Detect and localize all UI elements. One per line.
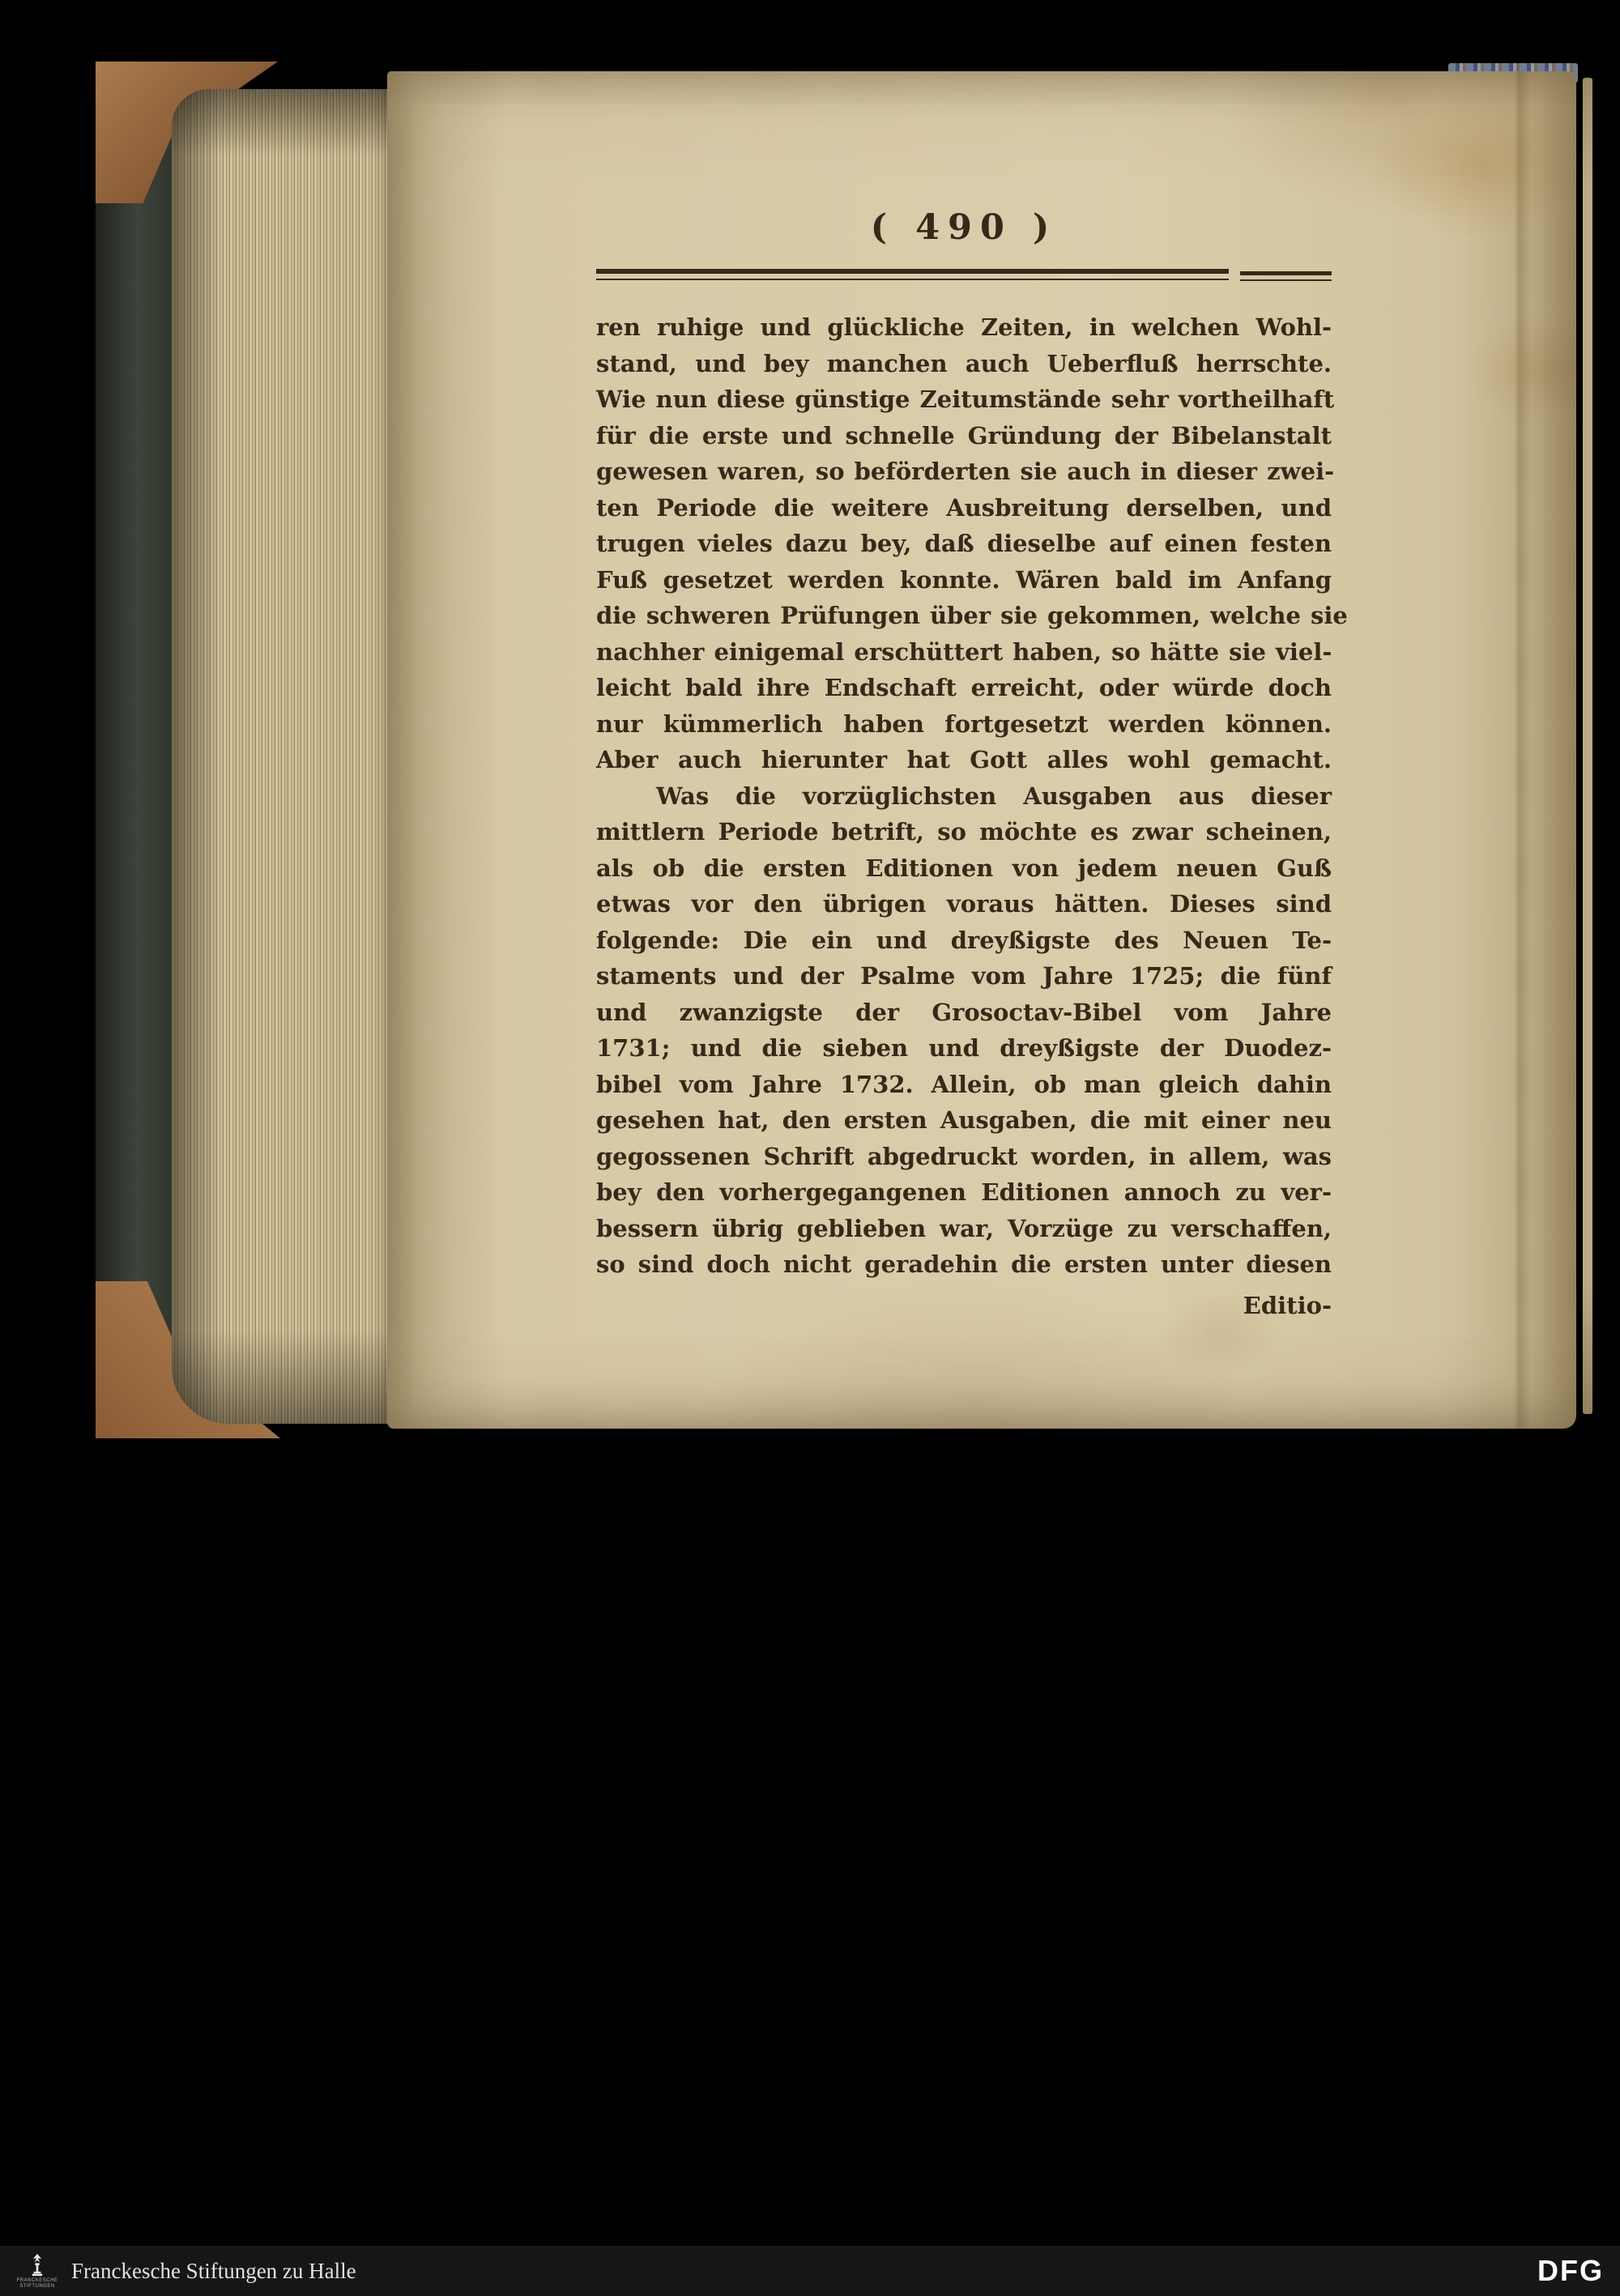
text-line: stand, und bey manchen auch Ueberfluß herrschte. <box>596 349 1332 377</box>
rule-segment <box>596 269 1229 274</box>
text-line: etwas vor den übrigen voraus hätten. Dieses sind <box>596 890 1332 918</box>
text-line: gesehen hat, den ersten Ausgaben, die mit einer neu <box>596 1106 1332 1134</box>
text-line-paragraph-start: Was die vorzüglichsten Ausgaben aus dieser <box>656 782 1332 810</box>
text-line: gewesen waren, so beförderten sie auch in dieser zwei- <box>596 458 1335 485</box>
attribution-text: Franckesche Stiftungen zu Halle <box>71 2258 356 2283</box>
text-line: staments und der Psalme vom Jahre 1725; die fünf <box>596 962 1332 990</box>
text-line: ten Periode die weitere Ausbreitung derselben, und <box>596 493 1332 522</box>
page-stack-fore-edge <box>172 89 394 1424</box>
rule-segment <box>596 279 1229 280</box>
rule-segment <box>1240 271 1332 275</box>
double-rule <box>596 269 1332 283</box>
catchword: Editio- <box>1243 1291 1332 1319</box>
logo-microtext-line1: FRANCKESCHE <box>16 2278 58 2283</box>
viewer-attribution-bar <box>0 2246 1620 2296</box>
page-number-header: ( 490 ) <box>870 207 1058 248</box>
text-line: bessern übrig geblieben war, Vorzüge zu verschaffen, <box>596 1214 1332 1242</box>
text-line: 1731; und die sieben und dreyßigste der Duodez- <box>596 1034 1332 1062</box>
text-line: bey den vorhergegangenen Editionen annoch zu ver- <box>596 1178 1332 1206</box>
text-line: so sind doch nicht geradehin die ersten unter diesen <box>596 1250 1332 1278</box>
text-line: Fuß gesetzet werden konnte. Wären bald im Anfang <box>596 565 1332 594</box>
text-line: gegossenen Schrift abgedruckt worden, in allem, was <box>596 1142 1332 1170</box>
text-line: ren ruhige und glückliche Zeiten, in welchen Wohl- <box>596 313 1332 341</box>
text-line: als ob die ersten Editionen von jedem neuen Guß <box>596 854 1332 882</box>
text-line: nur kümmerlich haben fortgesetzt werden können. <box>596 709 1332 738</box>
text-line: Aber auch hierunter hat Gott alles wohl gemacht. <box>596 746 1332 773</box>
underlying-page-edge <box>1583 78 1592 1414</box>
logo-microtext-line2: STIFTUNGEN <box>19 2284 55 2289</box>
text-line: und zwanzigste der Grosoctav-Bibel vom Jahre <box>596 998 1332 1026</box>
text-line: bibel vom Jahre 1732. Allein, ob man gleich dahin <box>596 1070 1332 1098</box>
text-line: Wie nun diese günstige Zeitumstände sehr vortheilhaft <box>596 386 1335 413</box>
dfg-logo: DFG <box>1537 2254 1604 2287</box>
text-line: für die erste und schnelle Gründung der Bibelanstalt <box>596 421 1332 449</box>
text-line: folgende: Die ein und dreyßigste des Neuen Te- <box>596 926 1332 954</box>
franckesche-eagle-icon <box>26 2252 49 2278</box>
text-line: mittlern Periode betrift, so möchte es zwar scheinen, <box>596 818 1332 846</box>
attribution-group <box>16 2252 356 2290</box>
printed-text-column <box>596 207 1348 1323</box>
text-line: leicht bald ihre Endschaft erreicht, oder würde doch <box>596 674 1332 701</box>
book-page <box>387 71 1576 1429</box>
franckesche-logo <box>16 2252 58 2290</box>
rule-segment <box>1240 279 1332 281</box>
text-line: die schweren Prüfungen über sie gekommen, welche sie <box>596 602 1348 629</box>
text-line: trugen vieles dazu bey, daß dieselbe auf einen festen <box>596 530 1332 557</box>
text-line: nachher einigemal erschüttert haben, so hätte sie viel- <box>596 637 1332 666</box>
